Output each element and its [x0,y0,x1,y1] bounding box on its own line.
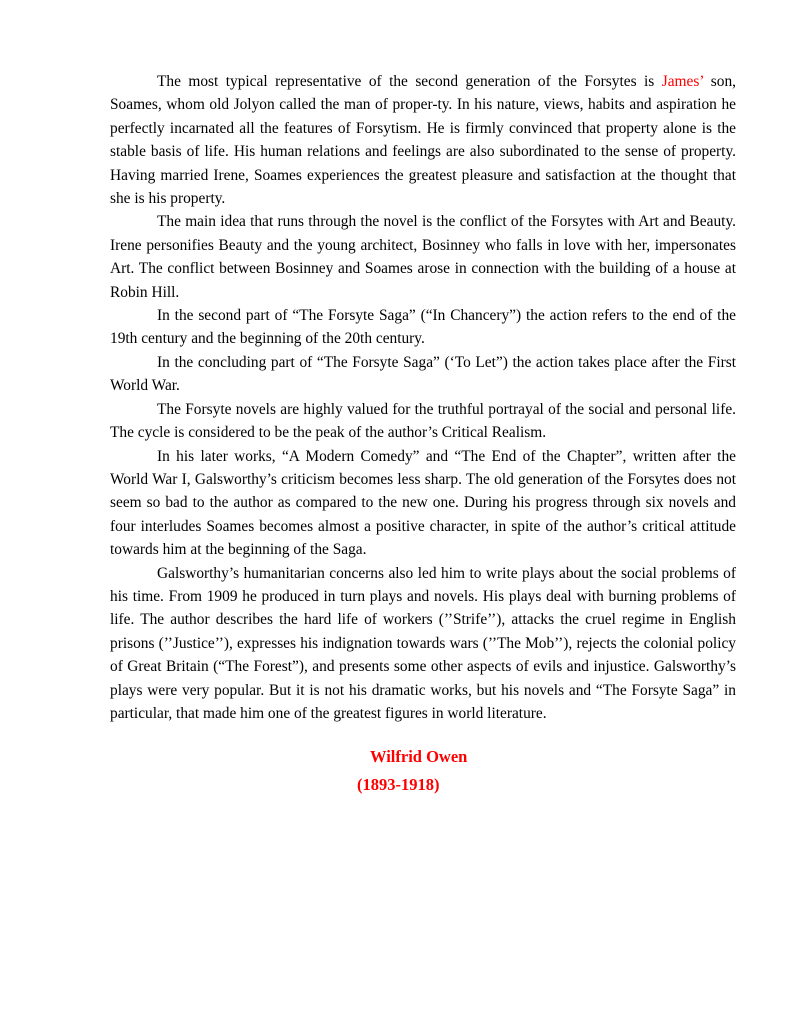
highlighted-name-james: James’ [661,73,704,90]
paragraph-critical-realism: The Forsyte novels are highly valued for the truthful portrayal of the social and personal life. The cycle is considered to be the peak of the author’s Critical Realism. [110,400,736,442]
paragraph-in-chancery: In the second part of “The Forsyte Saga” (“In Chancery”) the action refers to the end of the 19th century and the beginning of the 20th century. [110,307,736,348]
section-heading-author-name: Wilfrid Owen [370,747,468,766]
paragraph-to-let: In the concluding part of “The Forsyte Saga” (‘To Let”) the action takes place after the First World War. [110,353,736,395]
paragraph-later-works: In his later works, “A Modern Comedy” and “The End of the Chapter”, written after the World War I, Galsworthy’s criticism becomes less sharp. The old generation of the Forsytes does not seem so bad to the author as compared to the new one. During his progress through six novels and four interludes Soames becomes almost a positive character, in spite of the author’s critical attitude towards him at the beginning of the Saga. [110,447,736,559]
paragraph-soames [110,70,736,210]
paragraph-main-idea: The main idea that runs through the novel is the conflict of the Forsytes with Art and Beauty. Irene personifies Beauty and the young architect, Bosinney who falls in love with her, impersonates Art. The conflict between Bosinney and Soames arose in connection with the building of a house at Robin Hill. [110,213,736,301]
document-body [110,70,736,725]
paragraph-plays: Galsworthy’s humanitarian concerns also led him to write plays about the social problems of his time. From 1909 he produced in turn plays and novels. His plays deal with burning problems of life. The author describes the hard life of workers (’’Strife’’), attacks the cruel regime in English prisons (’’Justice’’), expresses his indignation towards wars (’’The Mob’’), rejects the colonial policy of Great Britain (“The Forest”), and presents some other aspects of evils and injustice. Galsworthy’s plays were very popular. But it is not his dramatic works, but his novels and “The Forsyte Saga” in particular, that made him one of the greatest figures in world literature. [110,564,736,722]
paragraph-soames-text-before: The most typical representative of the second generation of the Forsytes is [157,73,662,90]
paragraph-soames-text-after: son, Soames, whom old Jolyon called the man of proper-ty. In his nature, views, habits and aspiration he perfectly incarnated all the features of Forsytism. He is firmly convinced that property alone is the stable basis of life. His human relations and feelings are also subordinated to the sense of property. Having married Irene, Soames experiences the greatest pleasure and satisfaction at the thought that she is his property. [110,73,736,208]
section-heading-author-years: (1893-1918) [357,775,440,794]
